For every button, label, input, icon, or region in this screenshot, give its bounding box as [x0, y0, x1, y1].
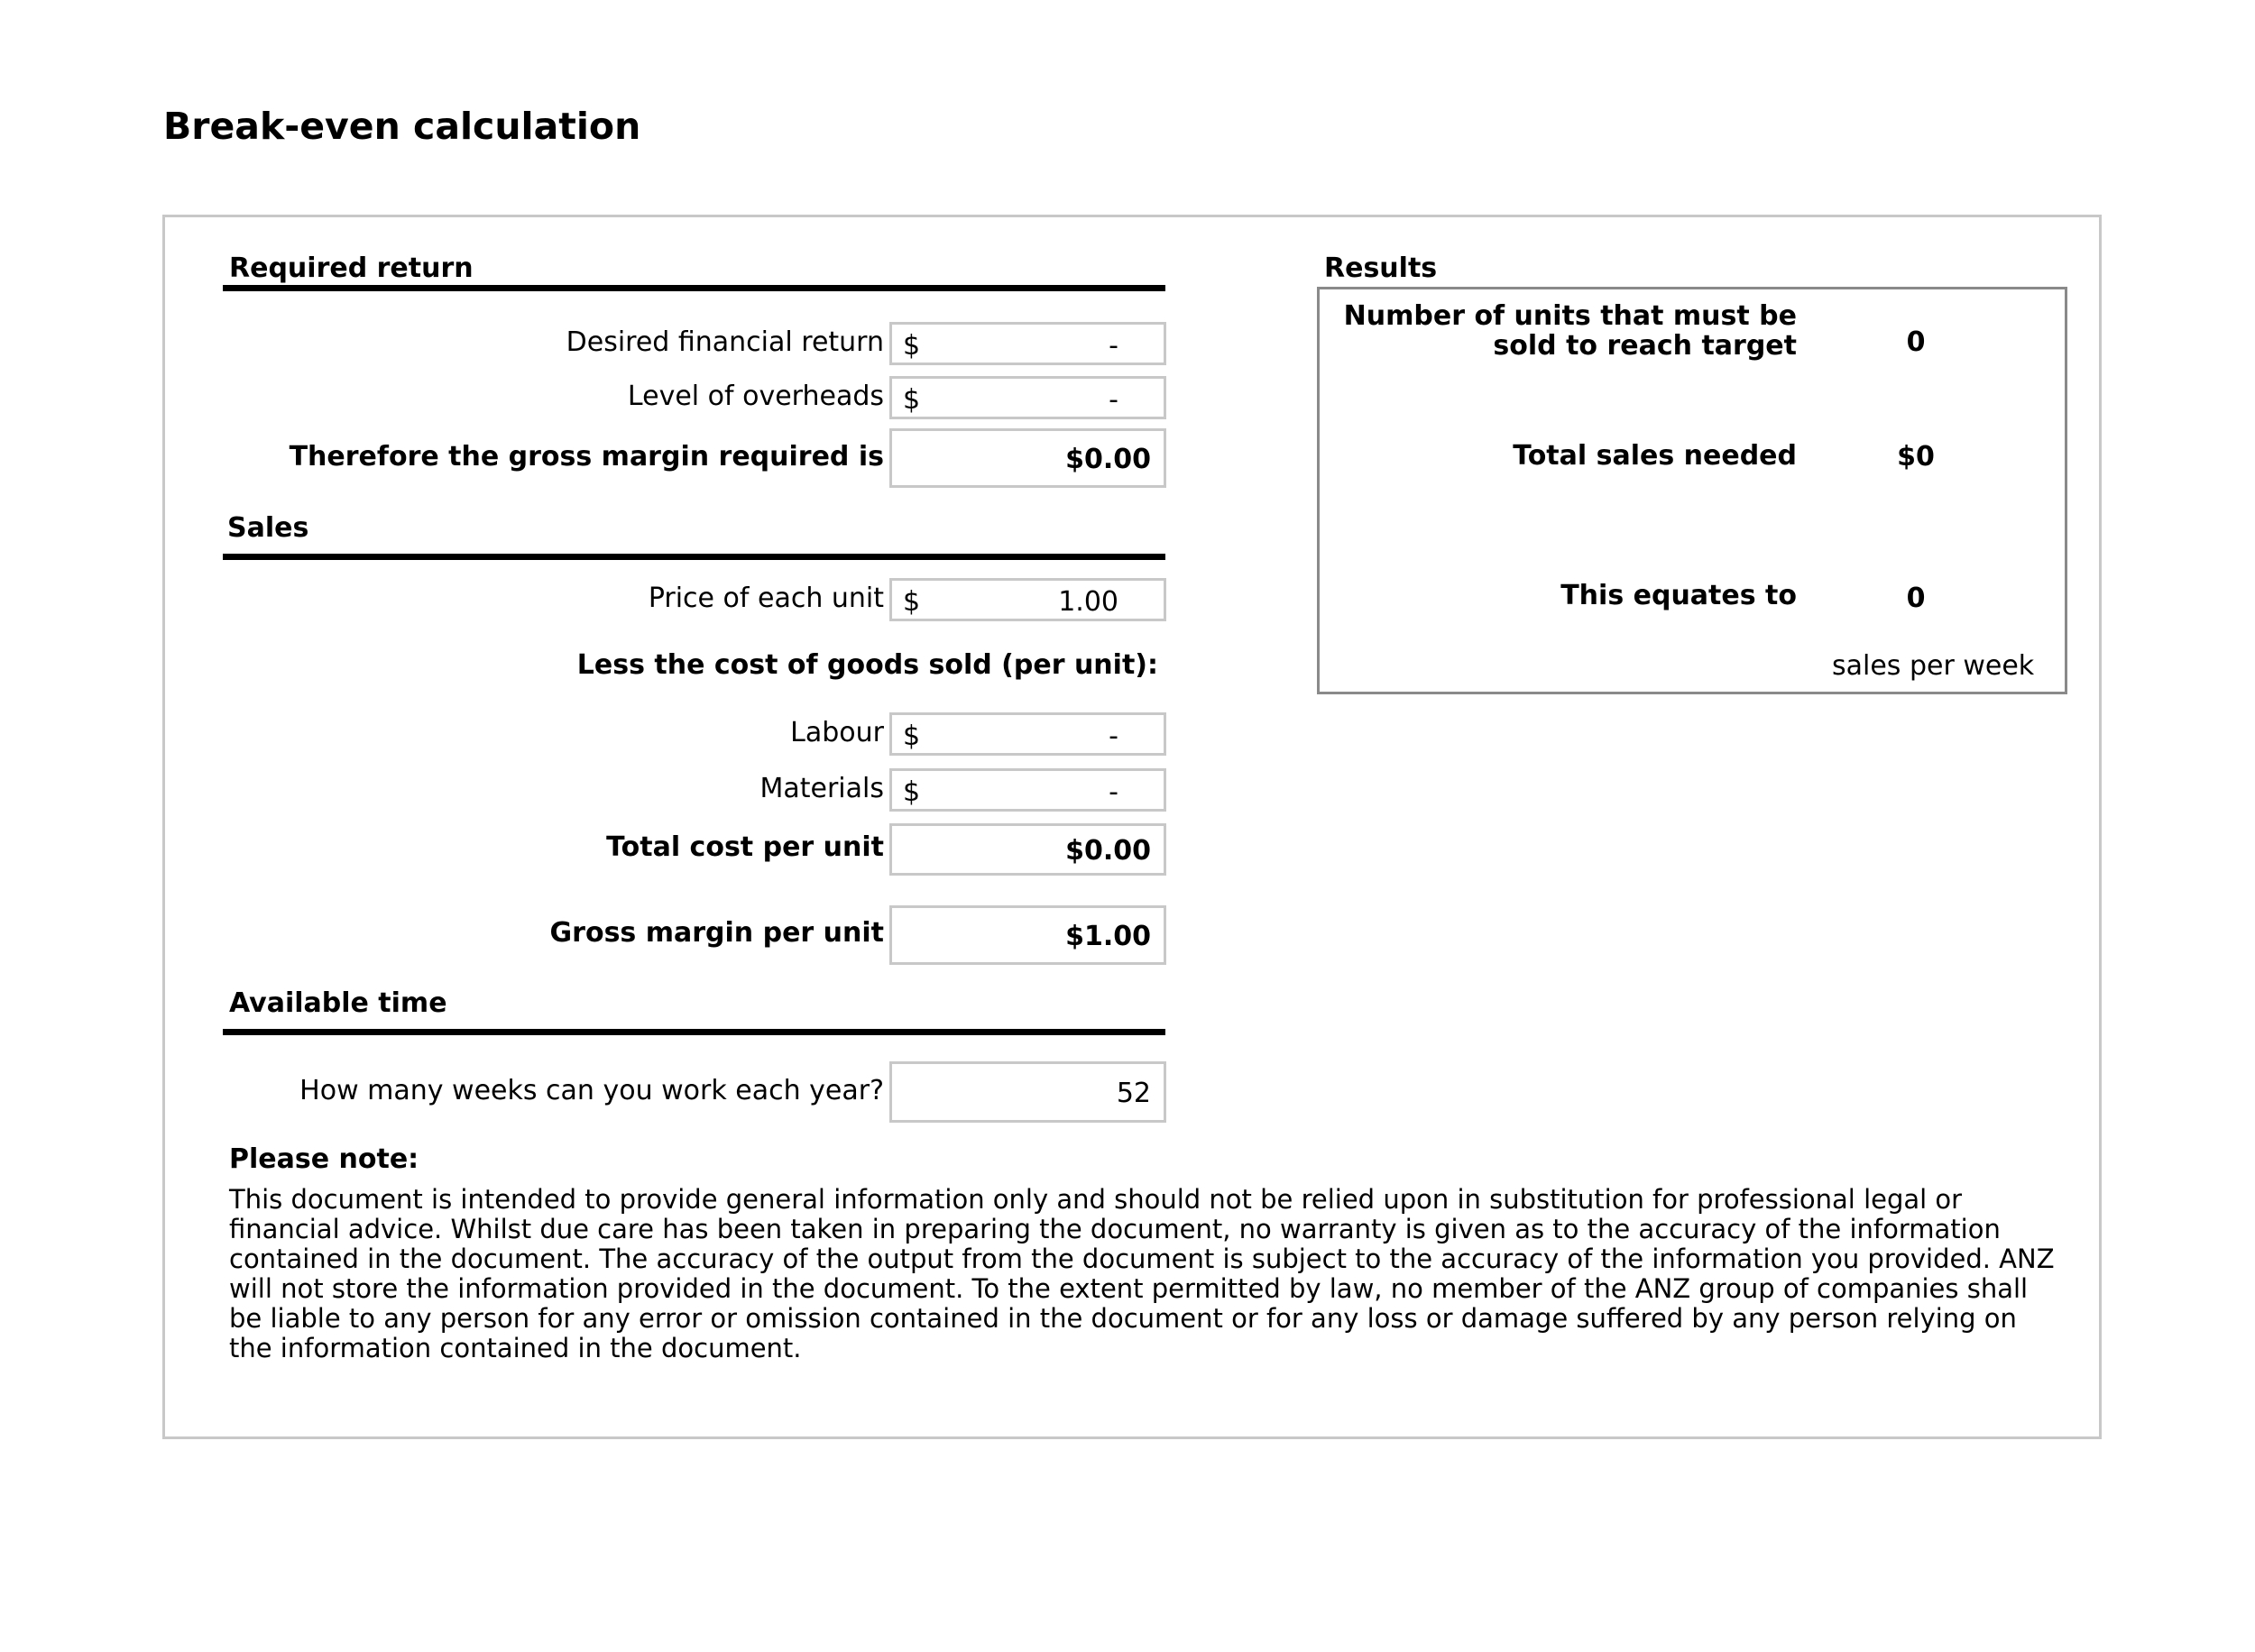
desired-financial-return-label: Desired financial return: [566, 326, 884, 358]
gross-margin-per-unit-value: $1.00: [1065, 921, 1151, 952]
currency-symbol: $: [903, 330, 921, 362]
currency-symbol: $: [903, 776, 921, 808]
price-each-unit-value: 1.00: [1058, 586, 1118, 618]
units-needed-label-line1: Number of units that must be: [1343, 300, 1797, 332]
units-needed-label-line2: sold to reach target: [1493, 330, 1797, 362]
disclaimer-line: be liable to any person for any error or omission contained in the document or for any loss or damage suffered by any person relying on: [229, 1303, 2017, 1334]
total-cost-per-unit-output: [889, 823, 1166, 876]
gross-margin-required-output: [889, 428, 1166, 488]
total-cost-per-unit-value: $0.00: [1065, 835, 1151, 867]
level-of-overheads-value: -: [1109, 384, 1118, 416]
units-needed-value: 0: [1906, 326, 1926, 358]
gross-margin-required-value: $0.00: [1065, 444, 1151, 475]
materials-value: -: [1109, 776, 1118, 808]
total-sales-needed-value: $0: [1897, 441, 1935, 473]
section-divider: [223, 1029, 1165, 1035]
section-divider: [223, 285, 1165, 291]
disclaimer-line: financial advice. Whilst due care has been taken in preparing the document, no warranty is given as to the accuracy of the information: [229, 1214, 2001, 1244]
disclaimer-line: contained in the document. The accuracy of the output from the document is subject to the accuracy of the information you provided. ANZ: [229, 1244, 2055, 1274]
disclaimer-line: will not store the information provided in the document. To the extent permitted by law, no member of the ANZ group of companies shall: [229, 1273, 2029, 1304]
gross-margin-required-label: Therefore the gross margin required is: [289, 441, 884, 473]
price-each-unit-input[interactable]: [889, 578, 1166, 621]
note-heading: Please note:: [229, 1143, 419, 1175]
disclaimer-text: [229, 1185, 2060, 1363]
total-cost-per-unit-label: Total cost per unit: [606, 831, 884, 863]
desired-financial-return-value: -: [1109, 330, 1118, 362]
page-title: Break-even calculation: [163, 105, 641, 148]
equates-to-label: This equates to: [1560, 580, 1797, 611]
currency-symbol: $: [903, 384, 921, 416]
labour-label: Labour: [790, 717, 884, 748]
price-each-unit-label: Price of each unit: [648, 583, 884, 614]
available-time-heading: Available time: [229, 987, 447, 1019]
equates-to-value: 0: [1906, 583, 1926, 614]
disclaimer-line: the information contained in the document.: [229, 1333, 802, 1363]
currency-symbol: $: [903, 720, 921, 752]
total-sales-needed-label: Total sales needed: [1513, 440, 1797, 472]
level-of-overheads-label: Level of overheads: [627, 381, 884, 412]
sales-heading: Sales: [227, 512, 309, 544]
desired-financial-return-input[interactable]: [889, 322, 1166, 365]
currency-symbol: $: [903, 586, 921, 618]
sales-per-week-suffix: sales per week: [1832, 650, 2035, 682]
materials-label: Materials: [759, 773, 884, 804]
labour-input[interactable]: [889, 712, 1166, 756]
cogs-heading: Less the cost of goods sold (per unit):: [576, 649, 1158, 681]
materials-input[interactable]: [889, 768, 1166, 812]
weeks-per-year-label: How many weeks can you work each year?: [299, 1075, 884, 1106]
units-needed-label: [1344, 301, 1797, 361]
section-divider: [223, 554, 1165, 560]
weeks-per-year-input[interactable]: [889, 1061, 1166, 1123]
disclaimer-line: This document is intended to provide general information only and should not be relied upon in substitution for professional legal or: [229, 1184, 1963, 1215]
required-return-heading: Required return: [229, 252, 474, 284]
results-heading: Results: [1324, 252, 1438, 284]
labour-value: -: [1109, 720, 1118, 752]
gross-margin-per-unit-output: [889, 905, 1166, 965]
level-of-overheads-input[interactable]: [889, 376, 1166, 419]
weeks-per-year-value: 52: [1116, 1078, 1151, 1109]
gross-margin-per-unit-label: Gross margin per unit: [549, 917, 884, 949]
